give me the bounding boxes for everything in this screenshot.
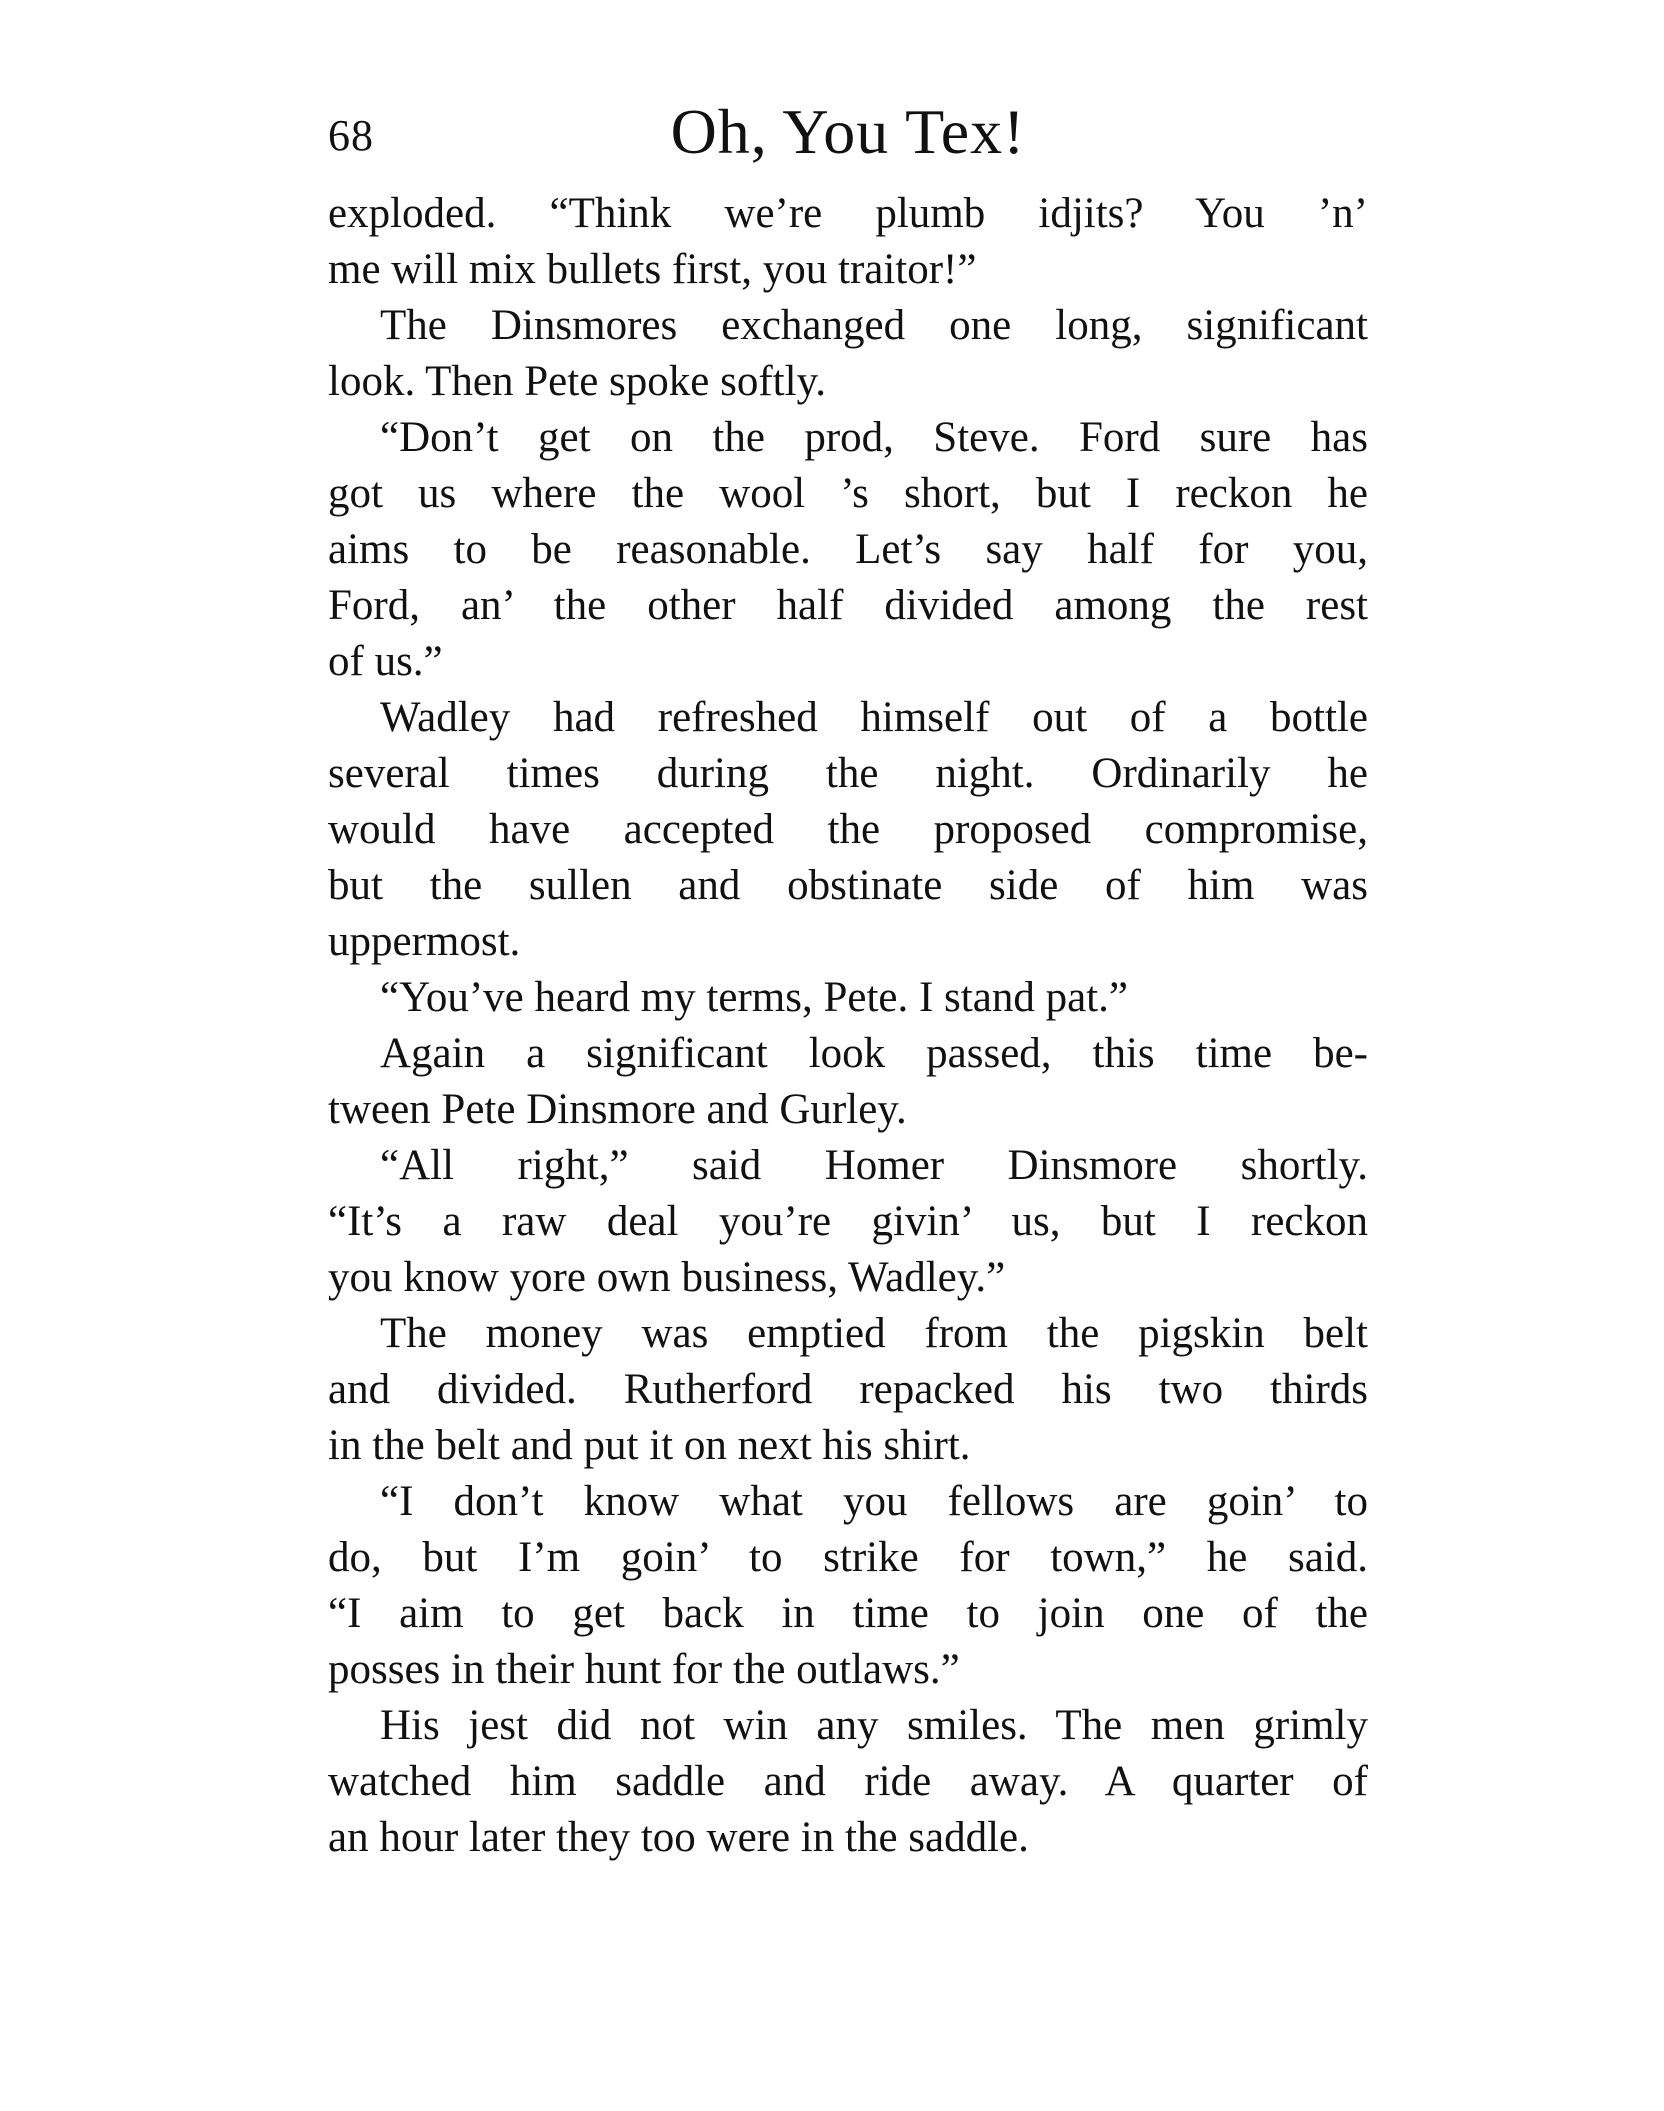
text-line: Wadley had refreshed himself out of a bottle xyxy=(380,694,1368,741)
text-line: you know yore own business, Wadley.” xyxy=(328,1254,1006,1301)
text-line: and divided. Rutherford repacked his two thirds xyxy=(328,1366,1368,1413)
text-line: but the sullen and obstinate side of him was xyxy=(328,862,1368,909)
text-line: Ford, an’ the other half divided among the rest xyxy=(328,582,1368,629)
text-line: The money was emptied from the pigskin belt xyxy=(380,1310,1368,1357)
text-line: “It’s a raw deal you’re givin’ us, but I reckon xyxy=(328,1198,1368,1245)
text-line: got us where the wool ’s short, but I reckon he xyxy=(328,470,1368,517)
text-line: do, but I’m goin’ to strike for town,” he said. xyxy=(328,1534,1368,1581)
text-line: “I don’t know what you fellows are goin’ to xyxy=(380,1478,1368,1525)
page-header xyxy=(328,92,1368,182)
text-line: look. Then Pete spoke softly. xyxy=(328,358,827,405)
text-line: His jest did not win any smiles. The men grimly xyxy=(380,1702,1368,1749)
text-line: Again a significant look passed, this time be- xyxy=(380,1030,1368,1077)
body-text xyxy=(328,186,1368,1866)
page-number: 68 xyxy=(328,111,374,160)
running-title: Oh, You Tex! xyxy=(670,96,1026,167)
text-line: tween Pete Dinsmore and Gurley. xyxy=(328,1086,907,1133)
text-line: me will mix bullets first, you traitor!” xyxy=(328,246,977,293)
text-line: “I aim to get back in time to join one of the xyxy=(328,1590,1368,1637)
text-line: of us.” xyxy=(328,638,443,685)
text-line: watched him saddle and ride away. A quarter of xyxy=(328,1758,1368,1805)
text-line: in the belt and put it on next his shirt. xyxy=(328,1422,971,1469)
text-line: uppermost. xyxy=(328,918,521,965)
text-line: “Don’t get on the prod, Steve. Ford sure has xyxy=(380,414,1368,461)
text-line: “You’ve heard my terms, Pete. I stand pat.” xyxy=(380,974,1128,1021)
text-line: posses in their hunt for the outlaws.” xyxy=(328,1646,960,1693)
text-line: an hour later they too were in the saddle. xyxy=(328,1814,1029,1861)
text-line: exploded. “Think we’re plumb idjits? You ’n’ xyxy=(328,190,1368,237)
text-line: “All right,” said Homer Dinsmore shortly. xyxy=(380,1142,1368,1189)
text-line: aims to be reasonable. Let’s say half for you, xyxy=(328,526,1368,573)
text-line: several times during the night. Ordinarily he xyxy=(328,750,1368,797)
text-line: The Dinsmores exchanged one long, significant xyxy=(380,302,1368,349)
text-line: would have accepted the proposed compromise, xyxy=(328,806,1368,853)
